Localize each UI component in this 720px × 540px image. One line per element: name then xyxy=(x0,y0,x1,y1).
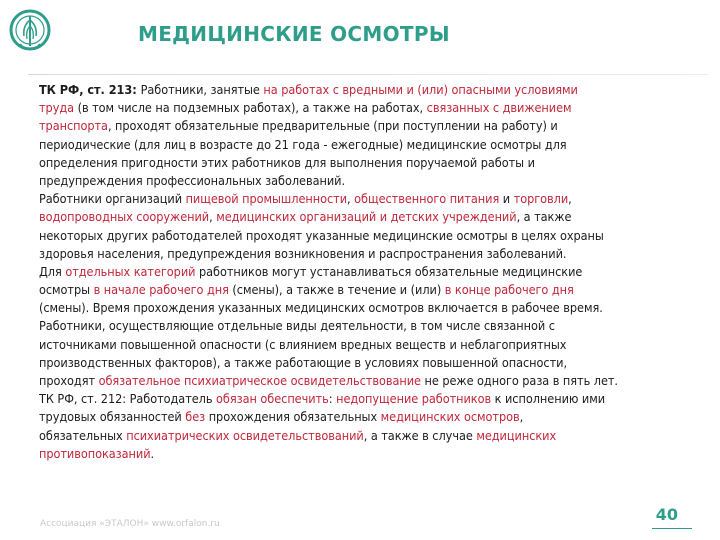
highlighted-text: водопроводных сооружений xyxy=(39,209,210,225)
text-run: , а также xyxy=(516,209,572,225)
text-line xyxy=(39,99,714,117)
text-run: источниками повышенной опасности (с влиянием вредных веществ и неблагоприятных xyxy=(39,336,567,352)
text-run: ТК РФ, ст. 213: xyxy=(39,82,141,97)
text-line xyxy=(39,190,714,208)
text-line xyxy=(39,136,714,154)
highlighted-text: без xyxy=(185,409,206,425)
text-run: , xyxy=(209,209,217,225)
highlighted-text: обязательное психиатрическое освидетельствование xyxy=(98,373,421,388)
text-line xyxy=(39,336,714,354)
text-line xyxy=(39,427,714,445)
text-run: здоровья населения, предупреждения возникновения и распространения заболеваний. xyxy=(39,245,567,261)
text-run: к исполнению ими xyxy=(491,391,606,407)
highlighted-text: на работах с вредными и (или) опасными условиями xyxy=(263,82,578,97)
highlighted-text: пищевой промышленности xyxy=(185,191,348,207)
body-text xyxy=(39,81,714,463)
highlighted-text: в конце рабочего дня xyxy=(444,282,574,298)
text-line xyxy=(39,81,714,99)
text-run: осмотры xyxy=(39,282,94,298)
highlighted-text: отдельных категорий xyxy=(65,263,196,279)
text-line xyxy=(39,117,714,135)
text-run: , xyxy=(347,191,355,207)
highlighted-text: транспорта xyxy=(39,118,108,134)
text-run: прохождения обязательных xyxy=(205,409,381,425)
footer-credit: Ассоциация «ЭТАЛОН» www.orfalon.ru xyxy=(40,519,220,529)
highlighted-text: медицинских осмотров xyxy=(380,409,520,425)
text-run: , проходят обязательные предварительные (при поступлении на работу) и xyxy=(107,118,558,134)
text-run: , а также в случае xyxy=(363,427,477,443)
text-run: периодические (для лиц в возрасте до 21 года - ежегодные) медицинские осмотры для xyxy=(39,136,567,152)
text-run: не реже одного раза в пять лет. xyxy=(420,373,618,388)
text-run: Работники, занятые xyxy=(140,82,264,97)
text-run: (смены). Время прохождения указанных медицинских осмотров включается в рабочее время. xyxy=(39,300,603,316)
text-run: Для xyxy=(39,263,66,279)
text-run: Работники, осуществляющие отдельные виды деятельности, в том числе связанной с xyxy=(39,318,555,334)
text-line xyxy=(39,445,714,463)
text-line xyxy=(39,245,714,263)
page-number-underline xyxy=(652,528,692,529)
text-line xyxy=(39,263,714,281)
page-title: МЕДИЦИНСКИЕ ОСМОТРЫ xyxy=(138,22,450,46)
text-run: предупреждения профессиональных заболеваний. xyxy=(39,172,346,188)
globe-leaf-logo-icon xyxy=(8,6,52,56)
text-line xyxy=(39,172,714,190)
text-run: , xyxy=(519,409,524,425)
text-line xyxy=(39,408,714,426)
text-run: определения пригодности этих работников для выполнения поручаемой работы и xyxy=(39,154,535,170)
highlighted-text: психиатрических освидетельствований xyxy=(126,427,364,443)
highlighted-text: противопоказаний xyxy=(39,445,151,461)
text-run: , xyxy=(568,191,572,207)
text-line xyxy=(39,317,714,335)
text-run: проходят xyxy=(39,373,99,388)
text-run: трудовых обязанностей xyxy=(39,409,186,425)
highlighted-text: связанных с движением xyxy=(426,100,572,116)
text-line xyxy=(39,154,714,172)
text-run: ТК РФ, ст. 212: Работодатель xyxy=(39,391,217,407)
highlighted-text: медицинских xyxy=(476,427,557,443)
text-line xyxy=(39,390,714,408)
highlighted-text: торговли xyxy=(513,191,569,207)
page-number: 40 xyxy=(655,505,678,524)
text-run: Работники организаций xyxy=(39,191,186,207)
text-line xyxy=(39,299,714,317)
text-run: . xyxy=(150,445,155,461)
text-line xyxy=(39,208,714,226)
highlighted-text: недопущение работников xyxy=(336,391,492,407)
highlighted-text: в начале рабочего дня xyxy=(93,282,229,298)
text-line xyxy=(39,372,714,390)
text-run: (в том числе на подземных работах), а также на работах, xyxy=(74,100,427,116)
text-run: работников могут устанавливаться обязательные медицинские xyxy=(195,263,583,279)
highlighted-text: обязан обеспечить xyxy=(216,391,329,407)
text-line xyxy=(39,354,714,372)
text-run: : xyxy=(328,391,337,407)
text-line xyxy=(39,281,714,299)
text-run: (смены), а также в течение и (или) xyxy=(228,282,445,298)
text-run: обязательных xyxy=(39,427,127,443)
text-run: производственных факторов), а также работающие в условиях повышенной опасности, xyxy=(39,354,568,370)
text-line xyxy=(39,227,714,245)
text-run: некоторых других работодателей проходят указанные медицинские осмотры в целях охраны xyxy=(39,227,604,243)
text-run: и xyxy=(499,191,514,207)
highlighted-text: общественного питания xyxy=(354,191,500,207)
highlighted-text: труда xyxy=(39,100,75,116)
title-divider xyxy=(28,74,708,75)
highlighted-text: медицинских организаций и детских учреждений xyxy=(216,209,517,225)
